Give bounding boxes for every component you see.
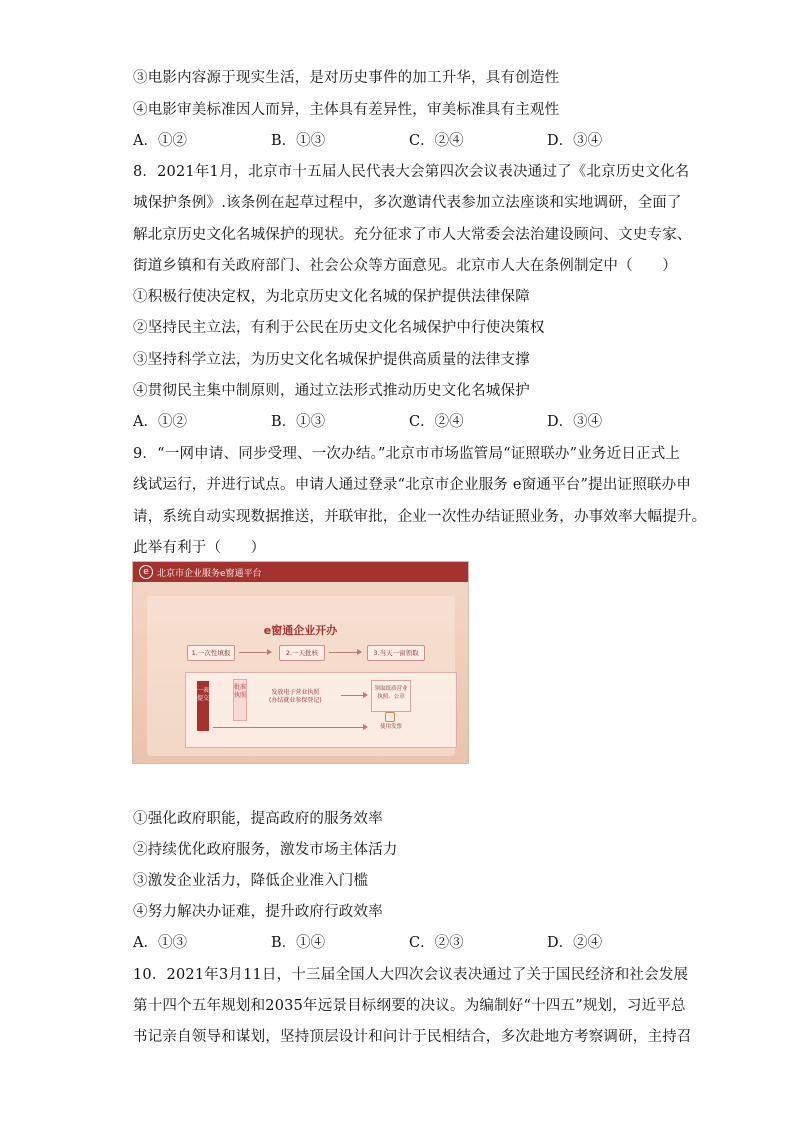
statement-line: ③电影内容源于现实生活，是对历史事件的加工升华，具有创造性 xyxy=(133,70,560,86)
figure-approve-box: 批准执照 xyxy=(233,679,247,721)
q8-stem-line: 城保护条例》.该条例在起草过程中，多次邀请代表参加立法座谈和实地调研，全面了 xyxy=(133,195,682,211)
q8-statement: ①积极行使决定权，为北京历史文化名城的保护提供法律保障 xyxy=(133,289,530,305)
option-d: D．③④ xyxy=(547,414,603,430)
figure-bar-title: 北京市企业服务e窗通平台 xyxy=(157,569,262,579)
q8-stem-line: 解北京历史文化名城保护的现状。充分征求了市人大常委会法治建设顾问、文史专家、 xyxy=(133,227,692,243)
e-logo-icon: e xyxy=(139,565,153,579)
figure-right-top: 领取纸质营业执照、公章 xyxy=(371,680,411,712)
option-b: B．①③ xyxy=(271,414,326,430)
e-window-platform-figure xyxy=(132,561,469,764)
option-d: D．②④ xyxy=(547,935,603,951)
q9-stem-line: 此举有利于（ ） xyxy=(133,540,266,556)
q10-stem-line: 第十四个五年规划和2035年远景目标纲要的决议。为编制好“十四五”规划，习近平总 xyxy=(133,998,686,1014)
figure-submit-box: 一表提交 xyxy=(197,681,209,731)
q10-stem-line: 书记亲自领导和谋划，坚持顶层设计和问计于民相结合，多次赴地方考察调研，主持召 xyxy=(133,1029,692,1045)
arrow-icon xyxy=(239,652,269,653)
q9-statement: ③激发企业活力，降低企业准入门槛 xyxy=(133,873,369,889)
arrow-icon xyxy=(329,652,359,653)
figure-step: 3.当天一窗领取 xyxy=(367,645,425,661)
figure-middle-sub: (办结就业参保登记) xyxy=(269,697,322,704)
figure-middle-text xyxy=(269,689,322,705)
option-c: C．②④ xyxy=(409,133,464,149)
figure-title-bar xyxy=(133,562,468,582)
figure-heading: e窗通企业开办 xyxy=(263,624,338,637)
figure-right-bottom: 使用发票 xyxy=(379,724,402,730)
q9-stem-line: 线试运行，并进行试点。申请人通过登录“北京市企业服务 e窗通平台”提出证照联办申 xyxy=(133,477,692,493)
option-c: C．②③ xyxy=(409,935,464,951)
option-b: B．①④ xyxy=(271,935,326,951)
figure-step: 2.一天批核 xyxy=(279,645,325,661)
option-c: C．②④ xyxy=(409,414,464,430)
q8-statement: ②坚持民主立法，有利于公民在历史文化名城保护中行使决策权 xyxy=(133,320,545,336)
figure-flow-box xyxy=(185,672,457,748)
q9-stem-line: 请，系统自动实现数据推送，并联审批，企业一次性办结证照业务，办事效率大幅提升。 xyxy=(133,509,707,525)
q8-stem-line: 8．2021年1月，北京市十五届人民代表大会第四次会议表决通过了《北京历史文化名 xyxy=(133,164,690,180)
q10-stem-line: 10．2021年3月11日，十三届全国人大四次会议表决通过了关于国民经济和社会发展 xyxy=(133,967,689,983)
q8-statement: ④贯彻民主集中制原则，通过立法形式推动历史文化名城保护 xyxy=(133,383,530,399)
option-a: A．①② xyxy=(133,414,187,430)
arrow-icon xyxy=(213,727,365,728)
option-a: A．①③ xyxy=(133,935,187,951)
option-a: A．①② xyxy=(133,133,187,149)
q9-stem-line: 9．“一网申请、同步受理、一次办结。”北京市市场监管局“证照联办”业务近日正式上 xyxy=(133,446,681,462)
option-d: D．③④ xyxy=(547,133,603,149)
statement-line: ④电影审美标准因人而异，主体具有差异性，审美标准具有主观性 xyxy=(133,102,560,118)
q9-statement: ②持续优化政府服务，激发市场主体活力 xyxy=(133,842,398,858)
figure-step: 1.一次性填报 xyxy=(187,645,235,661)
q8-statement: ③坚持科学立法，为历史文化名城保护提供高质量的法律支撑 xyxy=(133,352,530,368)
q8-stem-line: 街道乡镇和有关政府部门、社会公众等方面意见。北京市人大在条例制定中（ ） xyxy=(133,258,677,274)
option-b: B．①③ xyxy=(271,133,326,149)
q9-statement: ①强化政府职能，提高政府的服务效率 xyxy=(133,811,383,827)
figure-middle-main: 发放电子营业执照 xyxy=(271,689,320,696)
arrow-icon xyxy=(341,695,365,696)
q9-statement: ④努力解决办证难，提升政府行政效率 xyxy=(133,904,383,920)
